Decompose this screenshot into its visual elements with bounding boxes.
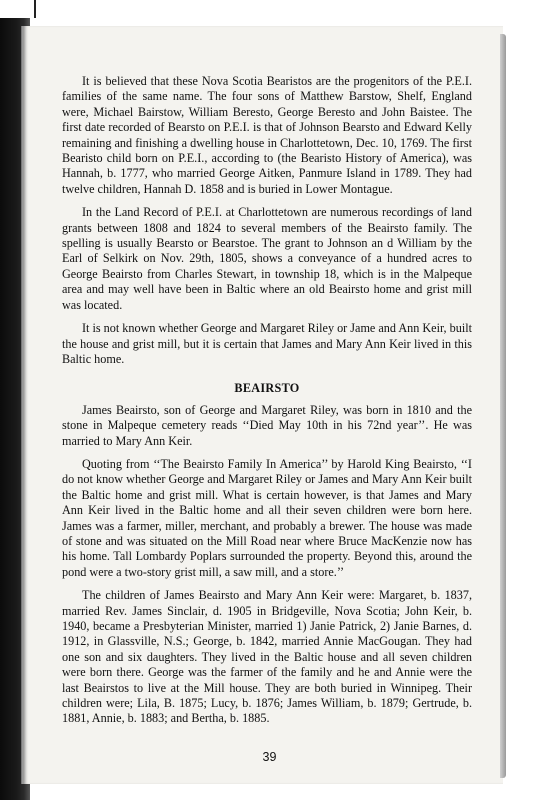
binding-mark <box>34 0 36 18</box>
paragraph-james-beairsto: James Beairsto, son of George and Margaret Riley, was born in 1810 and the stone in Malpeque cemetery reads ‘‘Died May 10th in his 72nd year’’. He was married to Mary Ann Keir. <box>62 402 472 448</box>
paragraph-quote: Quoting from ‘‘The Beairsto Family In America’’ by Harold King Beairsto, ‘‘I do not know whether George and Margaret Riley or James and Mary Ann Keir built the Baltic home and grist mill. What is certain however, is that James and Mary Ann Keir lived in the Baltic home and all their seven children were born here. James was a farmer, miller, merchant, and probably a brewer. The house was made of stone and was situated on the Mill Road near where Bruce MacKenzie now has his home. Tall Lombardy Poplars surrounded the property. Beyond this, around the pond were a two-story grist mill, a saw mill, and a store.’’ <box>62 456 472 579</box>
page-body <box>62 74 472 735</box>
paragraph-land-record: In the Land Record of P.E.I. at Charlottetown are numerous recordings of land grants between 1808 and 1824 to several members of the Beairsto family. The spelling is usually Bearsto or Bearstoe. The grant to Johnson an d William by the Earl of Selkirk on Nov. 29th, 1805, shows a conveyance of a hundred acres to George Beairsto from Charles Stewart, in township 18, which is in the Malpeque area and may well have been in Baltic where an old Beairsto home and grist mill was located. <box>62 205 472 312</box>
paragraph-grist-mill: It is not known whether George and Margaret Riley or Jame and Ann Keir, built the house and grist mill, but it is certain that James and Mary Ann Keir lived in this Baltic home. <box>62 321 472 366</box>
section-heading: BEAIRSTO <box>234 381 300 396</box>
page-edge <box>500 34 506 778</box>
page-number: 39 <box>262 750 277 764</box>
paragraph-nova-scotia: It is believed that these Nova Scotia Bearistos are the progenitors of the P.E.I. families of the same name. The four sons of Matthew Barstow, Shelf, England were, Michael Bairstow, William Beresto, George Beresto and John Baistee. The first date recorded of Bearsto on P.E.I. is that of Johnson Bearsto and Edward Kelly remaining and finishing a dwelling house in Charlottetown, Dec. 10, 1769. The first Bearisto child born on P.E.I., according to (the Bearisto History of America), was Hannah, b. 1777, who married George Aitken, Panmure Island in 1789. They had twelve children, Hannah D. 1858 and is buried in Lower Montague. <box>62 74 472 196</box>
paragraph-children: The children of James Beairsto and Mary Ann Keir were: Margaret, b. 1837, married Rev. James Sinclair, d. 1905 in Bridgeville, Nova Scotia; John Keir, b. 1940, became a Presbyterian Minister, married 1) Janie Patrick, 2) Janie Barnes, d. 1912, in Glassville, N.S.; George, b. 1842, married Annie MacGougan. They had one son and six daughters. They lived in the Baltic house and all seven children were born there. George was the farmer of the family and he and Annie were the last Beairstos to live at the Mill house. They are both buried in Winnipeg. Their children were; Lila, B. 1875; Lucy, b. 1876; James William, b. 1879; Gertrude, b. 1881, Annie, b. 1883; and Bertha, b. 1885. <box>62 588 472 726</box>
